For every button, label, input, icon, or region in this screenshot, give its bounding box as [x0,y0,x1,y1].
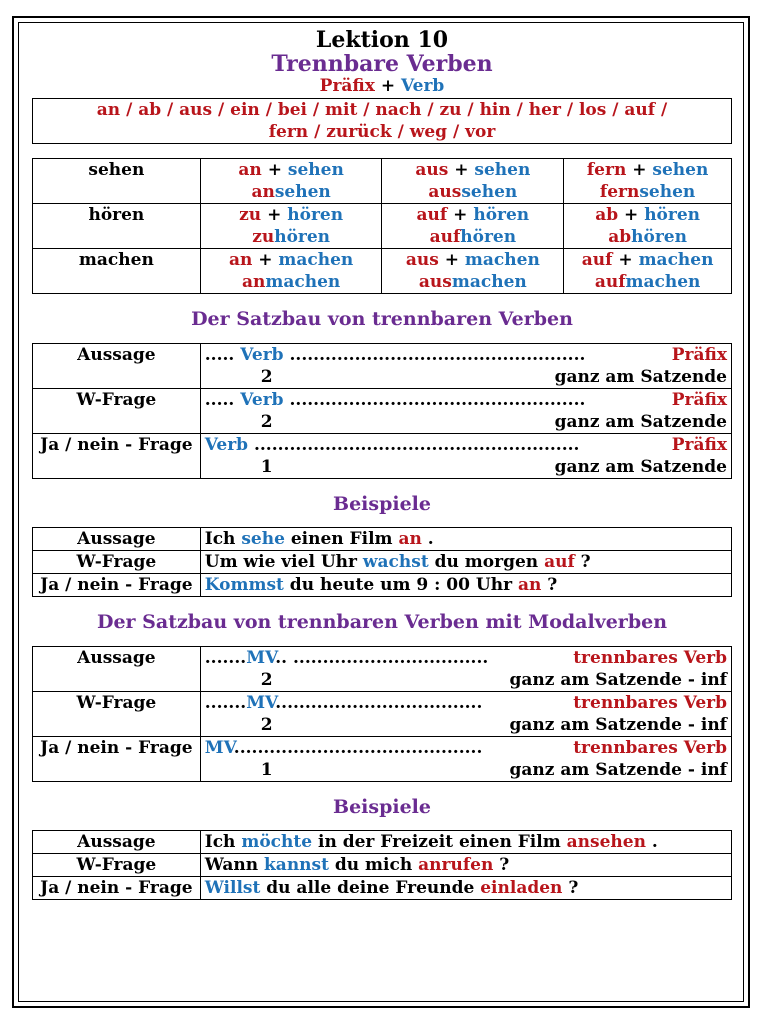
base-verb-cell [33,249,201,294]
sentence-type-cell [33,647,201,692]
structure-row [33,389,732,434]
sentence-part: du heute um 9 : 00 Uhr [283,575,518,595]
verb-slot: Verb [240,390,284,410]
example-sentence-cell [200,574,731,597]
example-row [33,854,732,877]
example-row [33,574,732,597]
verb-part: sehen [652,160,709,180]
position-note: ganz am Satzende - inf [509,715,727,735]
prefix-part: aus [415,160,449,180]
structure-row [33,647,732,692]
lead-dots: ....... [204,693,247,713]
joined-verb: hören [460,227,517,247]
sentence-type: W-Frage [76,855,157,875]
structure-cell [200,434,731,479]
structure-cell [200,344,731,389]
structure-row [33,692,732,737]
verb-row [33,204,732,249]
structure-cell [200,692,731,737]
verb-part: machen [464,250,540,270]
compound-cell [382,249,564,294]
verb-part: machen [278,250,354,270]
end-slot: Präfix [671,390,727,410]
verb-part: sehen [287,160,344,180]
sentence-type: W-Frage [76,693,157,713]
prefix-part: auf [416,205,448,225]
conjugated-verb: Kommst [204,575,284,595]
joined-verb: machen [625,272,701,292]
punctuation: ? [541,575,558,595]
plus-sign: + [447,205,474,225]
sentence-type: W-Frage [76,552,157,572]
sentence-part: Um wie viel Uhr [204,552,363,572]
sentence-type: W-Frage [76,390,157,410]
position-number: 1 [260,760,273,780]
verb-part: hören [287,205,344,225]
dots: .. ................................. [275,648,489,668]
compound-cell [564,249,732,294]
joined-prefix: ab [608,227,632,247]
compound-cell [200,204,382,249]
structure-cell [200,389,731,434]
joined-prefix: aus [428,182,462,202]
plus-sign: + [626,160,653,180]
verb-part: hören [644,205,701,225]
position-number: 1 [260,457,273,477]
verb-slot: Verb [240,345,284,365]
position-note: ganz am Satzende [554,367,727,387]
sentence-part: Ich [204,832,242,852]
prefix-list-line: an / ab / aus / ein / bei / mit / nach / zu / hin / her / los / auf / [96,100,668,120]
examples-heading: Beispiele [333,493,431,515]
verb-row [33,159,732,204]
compound-cell [382,159,564,204]
conjugated-verb: Willst [204,878,261,898]
example-sentence-cell [200,877,731,900]
joined-verb: hören [631,227,687,247]
prefix-part: aus [405,250,439,270]
verb-table [32,158,732,294]
verb-slot: Verb [204,435,249,455]
sentence-type: Aussage [77,345,156,365]
base-verb-cell [33,204,201,249]
end-slot: trennbares Verb [573,738,727,758]
joined-verb: hören [274,227,331,247]
dots: .................................................. [283,345,586,365]
sentence-type-cell [33,528,201,551]
conjugated-verb: wachst [362,552,429,572]
joined-prefix: an [241,272,266,292]
page-subtitle: Trennbare Verben [271,51,493,77]
plus-sign: + [252,250,279,270]
base-verb: sehen [88,160,145,180]
verb-slot: MV [246,648,276,668]
formula-plus: + [374,76,402,96]
section-heading-modal: Der Satzbau von trennbaren Verben mit Modalverben [96,611,668,633]
modal-structure-table [32,646,732,782]
sentence-part: du morgen [428,552,545,572]
joined-prefix: zu [252,227,275,247]
sentence-type: Aussage [77,648,156,668]
prefix-part: an [228,250,253,270]
sentence-type: Ja / nein - Frage [40,878,193,898]
position-number: 2 [260,670,273,690]
example-row [33,528,732,551]
joined-verb: machen [265,272,341,292]
example-row [33,877,732,900]
dots: ................................... [275,693,483,713]
conjugated-verb: kannst [264,855,329,875]
plus-sign: + [612,250,639,270]
example-row [33,551,732,574]
base-verb: hören [88,205,145,225]
sentence-type-cell [33,831,201,854]
compound-cell [200,249,382,294]
prefix-list-line: fern / zurück / weg / vor [268,122,496,142]
compound-cell [564,204,732,249]
structure-row [33,737,732,782]
verb-row [33,249,732,294]
dots: ....................................................... [248,435,580,455]
sentence-end-verb: anrufen [418,855,494,875]
joined-verb: sehen [461,182,518,202]
position-number: 2 [260,412,273,432]
plus-sign: + [618,205,645,225]
verb-slot: MV [204,738,234,758]
structure-row [33,344,732,389]
example-sentence-cell [200,551,731,574]
plus-sign: + [261,160,288,180]
joined-verb: sehen [639,182,696,202]
joined-prefix: auf [429,227,461,247]
position-note: ganz am Satzende [554,412,727,432]
example-sentence-cell [200,528,731,551]
prefix-part: zu [239,205,262,225]
joined-prefix: an [251,182,275,202]
position-number: 2 [260,367,273,387]
sentence-type-cell [33,737,201,782]
end-slot: trennbares Verb [573,693,727,713]
verb-slot: MV [246,693,276,713]
plus-sign: + [438,250,465,270]
position-number: 2 [260,715,273,735]
sentence-type-cell [33,434,201,479]
end-slot: trennbares Verb [573,648,727,668]
prefix-part: ab [595,205,619,225]
sentence-end-verb: an [398,529,422,549]
formula-verb: Verb [401,76,445,96]
sentence-end-verb: einladen [480,878,563,898]
sentence-part: du mich [328,855,419,875]
punctuation: . [421,529,434,549]
punctuation: ? [562,878,579,898]
verb-part: hören [473,205,530,225]
sentence-end-verb: ansehen [566,832,646,852]
prefix-part: auf [581,250,613,270]
base-verb: machen [78,250,154,270]
position-note: ganz am Satzende - inf [509,760,727,780]
sentence-part: Wann [204,855,265,875]
sentence-type-cell [33,574,201,597]
sentence-type: Aussage [77,529,156,549]
joined-prefix: auf [594,272,626,292]
sentence-type: Aussage [77,832,156,852]
lead-dots: ..... [204,345,241,365]
sentence-type-cell [33,692,201,737]
position-note: ganz am Satzende - inf [509,670,727,690]
modal-examples-table [32,830,732,900]
verb-part: sehen [474,160,531,180]
sentence-type: Ja / nein - Frage [40,738,193,758]
sentence-part: Ich [204,529,242,549]
sentence-part: du alle deine Freunde [260,878,481,898]
structure-cell [200,647,731,692]
sentence-type-cell [33,551,201,574]
examples-table [32,527,732,597]
page-title: Lektion 10 [315,27,449,53]
base-verb-cell [33,159,201,204]
sentence-part: einen Film [284,529,399,549]
structure-cell [200,737,731,782]
sentence-type-cell [33,854,201,877]
prefix-part: an [238,160,262,180]
compound-cell [382,204,564,249]
prefix-part: fern [586,160,627,180]
sentence-type-cell [33,389,201,434]
joined-verb: sehen [274,182,331,202]
plus-sign: + [261,205,288,225]
example-sentence-cell [200,831,731,854]
sentence-type-cell [33,344,201,389]
formula-prefix: Präfix [319,76,375,96]
dots: .......................................... [233,738,483,758]
examples-heading-modal: Beispiele [333,796,431,818]
joined-prefix: aus [418,272,452,292]
conjugated-verb: sehe [241,529,285,549]
punctuation: . [645,832,658,852]
dots: .................................................. [283,390,586,410]
section-heading: Der Satzbau von trennbaren Verben [191,308,573,330]
conjugated-verb: möchte [241,832,313,852]
punctuation: ? [574,552,591,572]
position-note: ganz am Satzende [554,457,727,477]
structure-row [33,434,732,479]
structure-table [32,343,732,479]
plus-sign: + [448,160,475,180]
sentence-end-verb: an [517,575,542,595]
sentence-type-cell [33,877,201,900]
joined-prefix: fern [599,182,640,202]
end-slot: Präfix [671,435,727,455]
sentence-type: Ja / nein - Frage [40,575,193,595]
prefix-list-box [32,98,732,144]
sentence-type: Ja / nein - Frage [40,435,193,455]
sentence-part: in der Freizeit einen Film [312,832,567,852]
compound-cell [200,159,382,204]
joined-verb: machen [451,272,527,292]
compound-cell [564,159,732,204]
sentence-end-verb: auf [544,552,575,572]
end-slot: Präfix [671,345,727,365]
formula [32,76,732,96]
lead-dots: ..... [204,390,241,410]
example-row [33,831,732,854]
lead-dots: ....... [204,648,247,668]
example-sentence-cell [200,854,731,877]
worksheet [32,28,732,900]
verb-part: machen [638,250,714,270]
punctuation: ? [493,855,510,875]
